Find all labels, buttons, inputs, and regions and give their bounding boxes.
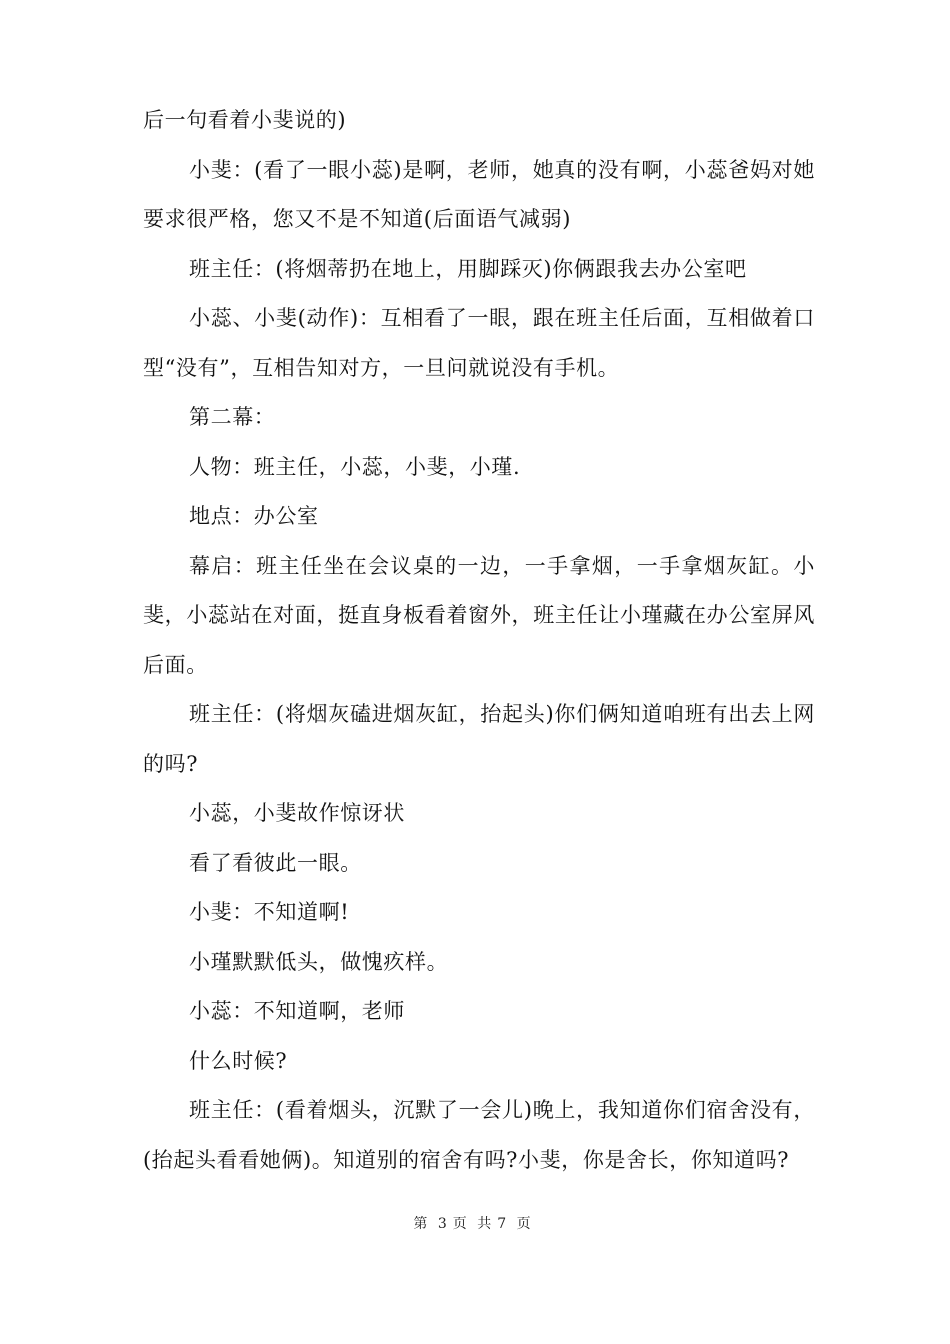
paragraph: 幕启：班主任坐在会议桌的一边，一手拿烟，一手拿烟灰缸。小斐，小蕊站在对面，挺直身板看着窗外，班主任让小瑾藏在办公室屏风后面。	[143, 553, 815, 677]
total-page-count: 7	[497, 1216, 507, 1232]
footer-suffix: 页	[516, 1216, 531, 1232]
paragraph: 第二幕：	[189, 405, 276, 429]
paragraph: 人物：班主任，小蕊，小斐，小瑾.	[189, 454, 521, 479]
paragraph: 小蕊，小斐故作惊讶状	[189, 801, 405, 825]
paragraph: 小斐：不知道啊!	[189, 900, 350, 924]
paragraph: 小蕊：不知道啊，老师	[189, 999, 405, 1023]
paragraph: 后一句看着小斐说的)	[143, 108, 347, 132]
paragraph: 班主任：(将烟灰磕进烟灰缸，抬起头)你们俩知道咱班有出去上网的吗?	[143, 702, 815, 776]
page-footer	[0, 1214, 950, 1234]
current-page-number: 3	[437, 1216, 447, 1232]
paragraph: 小蕊、小斐(动作)：互相看了一眼，跟在班主任后面，互相做着口型“没有”，互相告知对方，一旦问就说没有手机。	[143, 306, 815, 380]
paragraph: 看了看彼此一眼。	[189, 850, 362, 875]
paragraph: 小瑾默默低头，做愧疚样。	[189, 949, 449, 974]
document-body	[143, 96, 815, 1185]
paragraph: 什么时候?	[189, 1048, 288, 1073]
footer-page-word: 页	[452, 1216, 467, 1232]
paragraph: 班主任：(将烟蒂扔在地上，用脚踩灭)你俩跟我去办公室吧	[189, 256, 747, 281]
footer-total-prefix: 共	[477, 1216, 492, 1232]
paragraph: 小斐：(看了一眼小蕊)是啊，老师，她真的没有啊，小蕊爸妈对她要求很严格，您又不是不知道(后面语气减弱)	[143, 157, 815, 231]
paragraph: 班主任：(看着烟头，沉默了一会儿)晚上，我知道你们宿舍没有，(抬起头看看她俩)。知道别的宿舍有吗?小斐，你是舍长，你知道吗?	[143, 1098, 815, 1172]
paragraph: 地点：办公室	[189, 504, 319, 528]
footer-prefix: 第	[413, 1216, 428, 1232]
